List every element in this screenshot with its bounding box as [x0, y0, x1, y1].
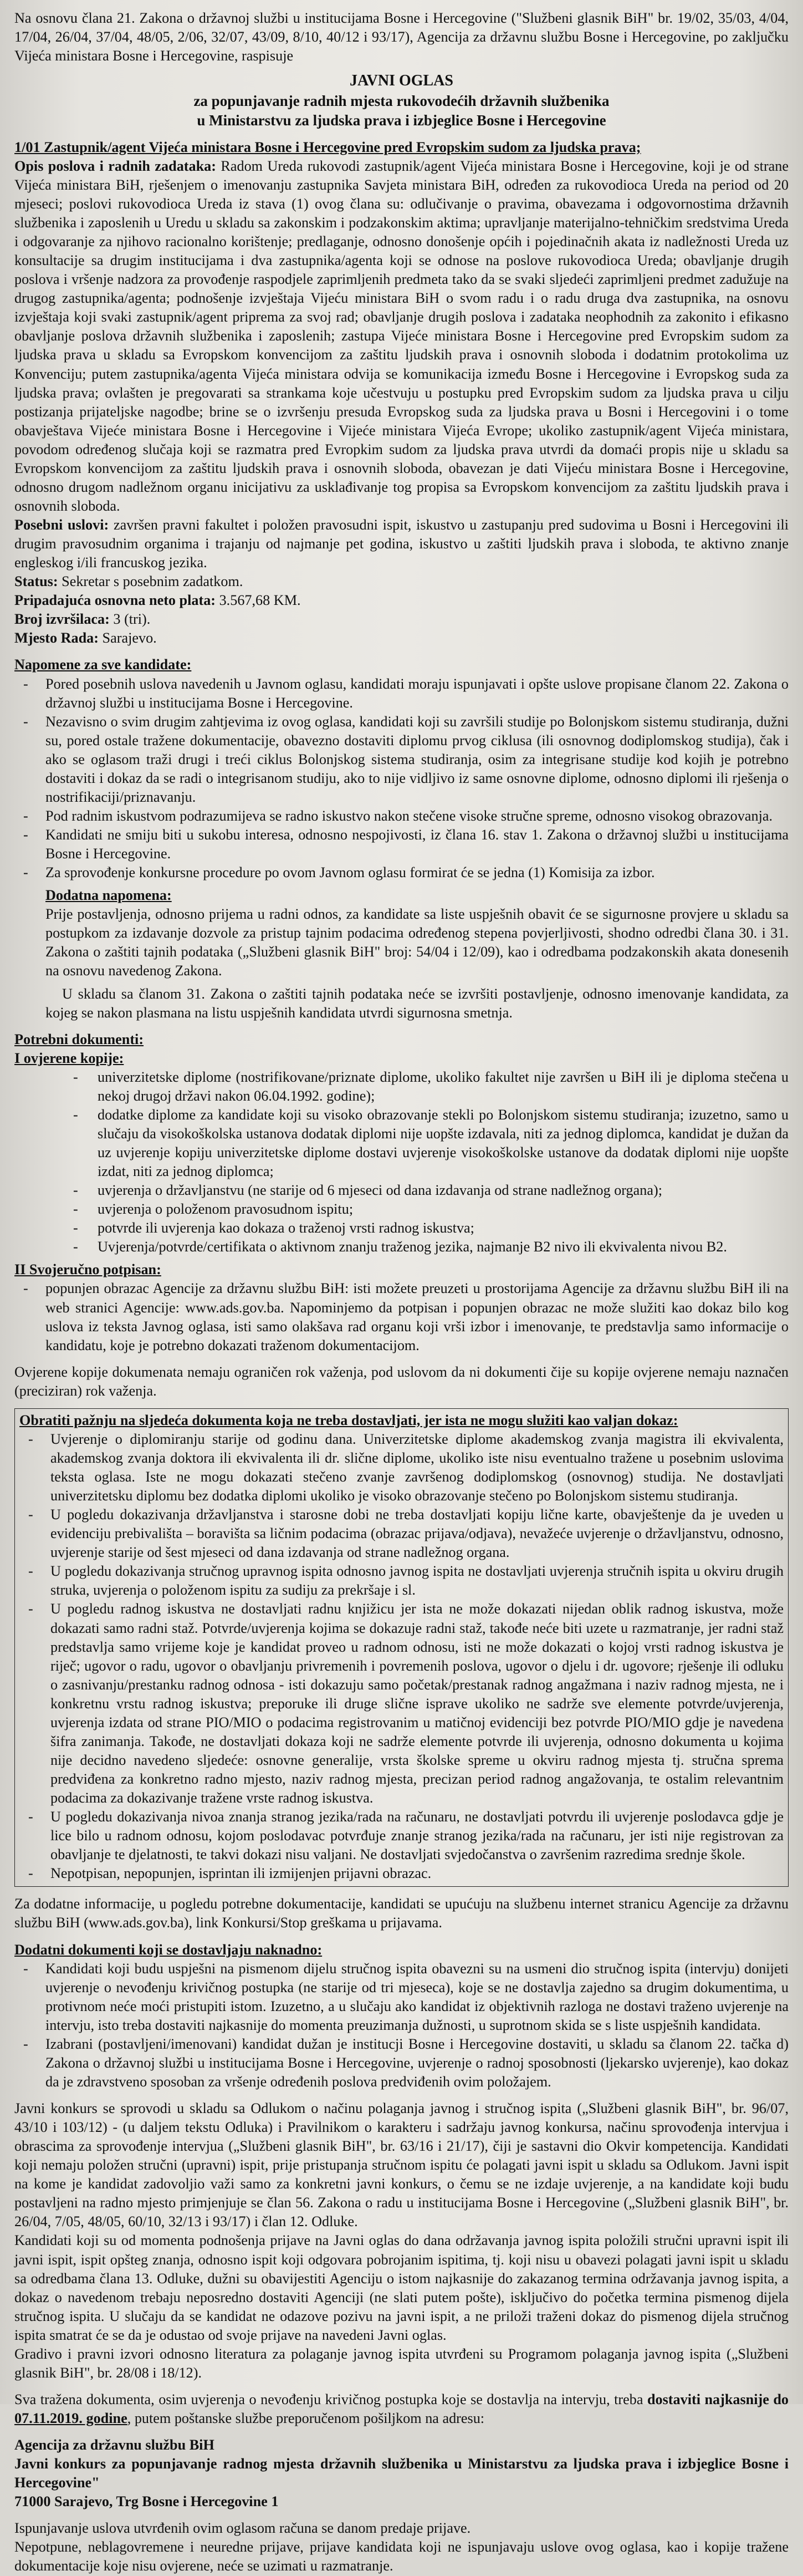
additional-note-p1: Prije postavljenja, odnosno prijema u radni odnos, za kandidate sa liste uspješnih obavit će se sigurnosne provjere u skladu sa postupkom za izdavanje dozvole za pristup tajnim podacima određenog stepena povjerljivosti, shodno odredbi člana 30. i 31. Zakona o zaštiti tajnih podataka („Službeni glasnik BiH" broj: 54/04 i 12/09), kao i odredbama podzakonskih akata donesenih na osnovu navedenog Zakona.	[45, 906, 789, 979]
list-item: - uvjerenja o položenom pravosudnom ispitu;	[98, 1200, 789, 1219]
special-conditions-label: Posebni uslovi:	[14, 517, 109, 533]
signed-form-list	[14, 1279, 789, 1355]
public-exam-p1: Javni konkurs se sprovodi u skladu sa Odlukom o načinu polaganja javnog i stručnog ispita („Službeni glasnik BiH", br. 96/07, 43/10 i 103/12) - (u daljem tekstu Odluka) i Pravilnikom o karakteru i sadržaju javnog konkursa, načinu sprovođenja intervjua i obrascima za sprovođenje intervjua („Službeni glasnik BiH", br. 63/16 i 21/17), čiji je sastavni dio Okvir kompetencija. Kandidati koji nemaju položen stručni (upravni) ispit, prije pristupanja stručnom ispitu će polagati javni ispit u skladu sa Odlukom. Javni ispit na kome je kandidat zadovoljio važi samo za konkretni javni konkurs, o čemu se ne izdaje uvjerenje, a na kandidate koji budu postavljeni na radno mjesto primjenjuje se član 56. Zakona o radu u institucijama Bosne i Hercegovine („Službeni glasnik BiH", br. 26/04, 7/05, 48/05, 60/10, 32/13 i 93/17) i član 12. Odluke.	[14, 2100, 789, 2230]
status-value: Sekretar s posebnim zadatkom.	[62, 573, 243, 590]
intro-paragraph: Na osnovu člana 21. Zakona o državnoj službi u institucijama Bosne i Hercegovine ("Službeni glasnik BiH" br. 19/02, 35/03, 4/04, 17/04, 26/04, 37/04, 48/05, 2/06, 32/07, 43/09, 8/10, 40/12 i 93/17), Agencija za državnu službu Bosne i Hercegovine, po zaključku Vijeća ministara Bosne i Hercegovine, raspisuje	[14, 10, 789, 64]
additional-note-heading: Dodatna napomena:	[45, 887, 172, 904]
list-item: - Nezavisno o svim drugim zahtjevima iz ovog oglasa, kandidati koji su završili studije po Bolonjskom sistemu studiranja, dužni su, pored ostale tražene dokumentacije, obavezno dostaviti diplomu prvog ciklusa (ili osnovnog dodiplomskog studija), čak i ako se oglasom traži drugi i treći ciklus Bolonjskog sistema studiranja, osim za integrisane studije kod kojih je potrebno dostaviti i dokaz da se radi o integrisanom studiju, ako to nije vidljivo iz same osnovne diplome, odnosno diplomi ili rješenja o nostrifikaciji/priznavanju.	[45, 712, 789, 807]
salary-value: 3.567,68 KM.	[219, 592, 301, 609]
additional-info: Za dodatne informacije, u pogledu potrebne dokumentacije, kandidati se upućuju na službenu internet stranicu Agencije za državnu službu BiH (www.ads.gov.ba), link Konkursi/Stop greškama u prijavama.	[14, 1896, 789, 1931]
job-description-text: Radom Ureda rukovodi zastupnik/agent Vijeća ministara Bosne i Hercegovine, koji je od strane Vijeća ministara BiH, rješenjem o imenovanju zastupnika Savjeta ministara BiH, određen za rukovodioca Ureda na period od 20 mjeseci; poslovi rukovodioca Ureda iz stava (1) ovog člana su: odlučivanje o pravima, obavezama i odgovornostima državnih službenika i zaposlenih u Uredu u skladu sa zakonskim i podzakonskim aktima; upravljanje materijalno-tehničkim sredstvima Ureda i odgovaranje za njihovo racionalno korištenje; predlaganje, odnosno donošenje općih i pojedinačnih akata iz nadležnosti Ureda uz konsultacije sa drugim institucijama i dva zastupnika/agenta koji se odnose na poslove rukovodioca Ureda; obavljanje drugih poslova i vršenje nadzora za provođenje raspodjele zaprimljenih predmeta tako da se svaki sljedeći zaprimljeni predmet zadužuje na drugog zastupnika/agenta; podnošenje izvještaja Vijeću ministara BiH o svom radu i o radu druga dva zastupnika, na osnovu izvještaja koji svaki zastupnik/agent priprema za svoj rad; obavljanje drugih poslova i zadataka neophodnih za zakonito i efikasno obavljanje poslova državnih službenika i zaposlenih; zastupa Vijeće ministara Bosne i Hercegovine pred Evropskim sudom za ljudska prava u skladu sa Evropskom konvencijom za zaštitu ljudskih prava i osnovnih sloboda i dodatnim protokolima uz Konvenciju; putem zastupnika/agenta Vijeća ministara odvija se komunikacija između Bosne i Hercegovine i Evropskog suda za ljudska prava; ovlašten je pregovarati sa strankama koje učestvuju u postupku pred Evropskim sudom za ljudska prava u cilju postizanja prijateljske nagodbe; brine se o izvršenju presuda Evropskog suda za ljudska prava u Bosni i Hercegovini i o tome obavještava Vijeće ministara Bosne i Hercegovine i Vijeće ministara Vijeća Evrope; ukoliko zastupnik/agent Vijeća ministara, povodom određenog slučaja koji se razmatra pred Evropkim sudom za ljudska prava utvrdi da domaći propis nije u skladu sa Evropskom konvencijom za zaštitu ljudskih prava i osnovnih sloboda, obavezan je dati Vijeću ministara Bosne i Hercegovine, odnosno drugom nadležnom organu inicijativu za usklađivanje tog propisa sa Evropskom konvencijom za zaštitu ljudskih prava i osnovnih sloboda.	[14, 157, 789, 514]
list-item: - potvrde ili uvjerenja kao dokaza o traženoj vrsti radnog iskustva;	[98, 1219, 789, 1238]
place-value: Sarajevo.	[102, 630, 157, 646]
certified-copies-note: Ovjerene kopije dokumenata nemaju ograničen rok važenja, pod uslovom da ni dokumenti čije su kopije ovjerene nemaju naznačen (preciziran) rok važenja.	[14, 1363, 789, 1399]
salary-line	[14, 591, 789, 610]
address-line-3: 71000 Sarajevo, Trg Bosne i Hercegovine 1	[14, 2493, 279, 2510]
list-item: - Pod radnim iskustvom podrazumijeva se radno iskustvo nakon stečene visoke stručne spreme, odnosno visokog obrazovanja.	[45, 807, 789, 826]
count-label: Broj izvršilaca:	[14, 611, 110, 628]
deadline-pre: Sva tražena dokumenta, osim uvjerenja o nevođenju krivičnog postupka koje se dostavlja na intervju, treba	[14, 2391, 643, 2407]
final-note-1: Ispunjavanje uslova utvrđenih ovim oglasom računa se danom predaje prijave.	[14, 2520, 471, 2537]
list-item: - univerzitetske diplome (nostrifikovane/priznate diplome, ukoliko fakultet nije završen u BiH ili je diploma stečena u nekoj drugoj državi nakon 06.04.1992. godine);	[98, 1068, 789, 1106]
notes-heading: Napomene za sve kandidate:	[14, 656, 192, 673]
list-item: - Izabrani (postavljeni/imenovani) kandidat dužan je institucji Bosne i Hercegovine dostaviti, u skladu sa članom 22. tačka d) Zakona o državnoj službi u institucijama Bosne i Hercegovine, uvjerenje o radnoj sposobnosti (ljekarsko uvjerenje), kao dokaz da je zdravstveno sposoban za vršenje određenih poslova predviđenih ovim položajem.	[45, 2035, 789, 2091]
additional-note-p2: U skladu sa članom 31. Zakona o zaštiti tajnih podataka neće se izvršiti postavljenje, odnosno imenovanje kandidata, za kojeg se nakon plasmana na listu uspješnih kandidata utvrdi sigurnosna smetnja.	[45, 985, 789, 1021]
invalid-documents-heading: Obratiti pažnju na sljedeća dokumenta koja ne treba dostavljati, jer ista ne mogu služiti kao valjan dokaz:	[19, 1412, 678, 1428]
list-item: - uvjerenja o državljanstvu (ne starije od 6 mjeseci od dana izdavanja od strane nadležnog organa);	[98, 1181, 789, 1200]
notes-list	[14, 675, 789, 883]
count-line	[14, 610, 789, 629]
exam-literature: Gradivo i pravni izvori odnosno literatura za polaganje javnog ispita utvrđeni su Programom polaganja javnog ispita („Službeni glasnik BiH", br. 28/08 i 18/12).	[14, 2345, 789, 2381]
list-item: - U pogledu radnog iskustva ne dostavljati radnu knjižicu jer ista ne može dokazati nijedan oblik radnog iskustva, može dokazati samo radni staž. Potvrde/uvjerenja kojima se dokazuje radni staž, takođe neće biti uzete u razmatranje, jer radni staž predstavlja samo vrijeme koje je kandidat proveo u radnom odnosu, isti ne može dokazati o kojoj vrsti radnog iskustva je riječ; ugovor o radu, ugovor o obavljanju privremenih i povremenih poslova, ugovor o djelu i dr. ugovore; rješenje ili odluku o zasnivanju/prestanku radnog odnosa - isti dokazuju samo početak/prestanak radnog angažmana i naziv radnog mjesta, ne i konkretnu vrstu radnog iskustva; preporuke ili druge slične isprave ukoliko ne sadrže sve elemente potvrde/uvjerenja, uvjerenja izdata od strane PIO/MIO o podacima registrovanim u matičnoj evidenciji bez potvrde PIO/MIO gdje je navedena šifra zanimanja. Takođe, ne dostavljati dokaza koji ne sadrže elemente potvrde ili uvjerenja, odnosno dokumenta u kojima nije decidno navedeno sljedeće: osnovne generalije, vrsta školske spreme u okviru radnog mjesta tj. stručna sprema predviđena za konkretno radno mjesto, naziv radnog mjesta, precizan period radnog angažovanja, te ostalim relevantnim podacima za dokazivanje tražene vrste radnog iskustva.	[50, 1600, 784, 1808]
list-item: - dodatke diplome za kandidate koji su visoko obrazovanje stekli po Bolonjskom sistemu studiranja; izuzetno, samo u slučaju da visokoškolska ustanova dodatak diplomi nije uopšte izdavala, niti za jednog diplomca, kandidat je dužan da uz uvjerenje kopiju univerzitetske diplome dostavi uvjerenje visokoškolske ustanove da dodatak diplomi nije uopšte izdat, niti za jednog diplomca;	[98, 1106, 789, 1181]
documents-heading: Potrebni dokumenti:	[14, 1031, 144, 1047]
address-line-2: Javni konkurs za popunjavanje radnog mjesta državnih službenika u Ministarstvu za ljudska prava i izbjeglice Bosne i Hercegovine"	[14, 2456, 789, 2491]
later-documents-heading: Dodatni dokumenti koji se dostavljaju naknadno:	[14, 1941, 323, 1958]
list-item: - Kandidati ne smiju biti u sukobu interesa, odnosno nespojivosti, iz člana 16. stav 1. Zakona o državnoj službi u institucijama Bosne i Hercegovine.	[45, 826, 789, 863]
invalid-documents-box	[14, 1408, 789, 1887]
list-item: - U pogledu dokazivanja državljanstva i starosne dobi ne treba dostavljati kopiju lične karte, obavještenje da je uveden u evidenciju prebivališta – boravišta sa ličnim podacima (obrazac prijava/odjava), nevažeće uvjerenje o državljanstvu, odnosno, uvjerenje starije od šest mjeseci od dana izdavanja od strane nadležnog organa.	[50, 1505, 784, 1562]
special-conditions-text: završen pravni fakultet i položen pravosudni ispit, iskustvo u zastupanju pred sudovima u Bosni i Hercegovini ili drugim pravosudnim organima i trajanju od najmanje pet godina, iskustvo u zaštiti ljudskih prava i sloboda, te aktivno znanje engleskog i/ili francuskog jezika.	[14, 517, 789, 571]
status-line	[14, 572, 789, 591]
announcement-title: JAVNI OGLAS	[350, 72, 453, 90]
certified-copies-heading: I ovjerene kopije:	[14, 1050, 124, 1066]
place-label: Mjesto Rada:	[14, 630, 99, 646]
public-exam-p2: Kandidati koji su od momenta podnošenja prijave na Javni oglas do dana održavanja javnog ispita položili stručni upravni ispit ili javni ispit, ispit opšteg znanja, odnosno ispit koji odgovara pobrojanim ispitima, tj. koji nisu u obavezi polagati javni ispit u skladu sa odredbama člana 13. Odluke, dužni su obavijestiti Agenciju o istom najkasnije do zakazanog termina održavanja javnog ispita, a dokaz o navedenom trebaju neposredno dostaviti Agenciji (ne slati putem pošte), isključivo do početka termina pismenog dijela stručnog ispita. U slučaju da se kandidat ne odazove pozivu na javni ispit, a ne priloži traženi dokaz do pismenog dijela stručnog ispita smatrat će se da je odustao od svoje prijave na navedeni Javni oglas.	[14, 2232, 789, 2343]
salary-label: Pripadajuća osnovna neto plata:	[14, 592, 216, 609]
deadline-date: 07.11.2019. godine	[14, 2410, 127, 2427]
invalid-documents-list	[19, 1430, 784, 1883]
list-item: - U pogledu dokazivanja nivoa znanja stranog jezika/rada na računaru, ne dostavljati potvrdu ili uvjerenje poslodavca gdje je lice bilo u radnom odnosu, kojom poslodavac potvrđuje znanje stranog jezika/rada na računaru, jer isti nije registrovan za obavljanje te djelatnosti, te takvi dokazi nisu valjani. Ne dostavljati svjedočanstva o završenim razredima srednje škole.	[50, 1808, 784, 1864]
list-item: - Uvjerenje o diplomiranju starije od godinu dana. Univerzitetske diplome akademskog zvanja magistra ili ekvivalenta, akademskog zvanja doktora ili ekvivalenta ili dr. slične diplome, ukoliko iste nisu eventualno tražene u posebnim uslovima teksta oglasa. Iste ne mogu dokazati stečeno zvanje završenog dodiplomskog (osnovnog) studija. Ne dostavljati univerzitetsku diplomu bez dodatka diplomi ukoliko je visoko obrazovanje stečeno po Bolonjskom sistemu studiranja.	[50, 1430, 784, 1505]
list-item: - Nepotpisan, nepopunjen, isprintan ili izmijenjen prijavni obrazac.	[50, 1864, 784, 1883]
count-value: 3 (tri).	[113, 611, 151, 628]
position-title: 1/01 Zastupnik/agent Vijeća ministara Bosne i Hercegovine pred Evropskim sudom za ljudska prava;	[14, 139, 641, 155]
list-item: - Pored posebnih uslova navedenih u Javnom oglasu, kandidati moraju ispunjavati i opšte uslove propisane članom 22. Zakona o državnoj službi u institucijama Bosne i Hercegovine.	[45, 675, 789, 712]
deadline-post: , putem poštanske službe preporučenom pošiljkom na adresu:	[127, 2410, 485, 2427]
list-item: - Za sprovođenje konkursne procedure po ovom Javnom oglasu formirat će se jedna (1) Komisija za izbor.	[45, 863, 789, 882]
address-line-1: Agencija za državnu službu BiH	[14, 2437, 214, 2453]
announcement-subtitle-2: u Ministarstvu za ljudska prava i izbjeglice Bosne i Hercegovine	[197, 111, 606, 129]
list-item: - popunjen obrazac Agencije za državnu službu BiH: isti možete preuzeti u prostorijama Agencije za državnu službu BiH ili na web stranici Agencije: www.ads.gov.ba. Napominjemo da potpisan i popunjen obrazac ne može služiti kao dokaz bilo kog uslova iz teksta Javnog oglasa, isti samo olakšava rad organu koji vrši izbor i imenovanje, te predstavlja samo informacije o kandidatu, koje je potrebno dokazati traženom dokumentacijom.	[45, 1279, 789, 1355]
special-conditions	[14, 516, 789, 572]
place-line	[14, 629, 789, 648]
certified-copies-list	[14, 1068, 789, 1257]
status-label: Status:	[14, 573, 58, 590]
job-description	[14, 157, 789, 516]
list-item: - Uvjerenja/potvrde/certifikata o aktivnom znanju traženog jezika, najmanje B2 nivo ili ekvivalenta nivou B2.	[98, 1238, 789, 1256]
list-item: - U pogledu dokazivanja stručnog upravnog ispita odnosno javnog ispita ne dostavljati uvjerenja stručnih ispita u okviru drugih struka, uvjerenja o položenom ispitu za sudiju za prekršaje i sl.	[50, 1562, 784, 1600]
announcement-subtitle-1: za popunjavanje radnih mjesta rukovodećih državnih službenika	[193, 92, 610, 109]
later-documents-list	[14, 1959, 789, 2091]
job-description-label: Opis poslova i radnih zadataka:	[14, 157, 216, 174]
list-item: - Kandidati koji budu uspješni na pismenom dijelu stručnog ispita obavezni su na usmeni dio stručnog ispita (intervju) donijeti uvjerenje o nevođenju krivičnog postupka (ne starije od tri mjeseca), koje se ne dostavlja zajedno sa drugim dokumentima, u protivnom neće moći pristupiti istom. Izuzetno, a u slučaju ako kandidat iz objektivnih razloga ne dostavi traženo uvjerenje na intervju, isto treba dostaviti najkasnije do momenta preuzimanja dužnosti, u suprotnom skida se s liste uspješnih kandidata.	[45, 1959, 789, 2035]
deadline-paragraph	[14, 2390, 789, 2428]
final-note-2: Nepotpune, neblagovremene i neuredne prijave, prijave kandidata koji ne ispunjavaju uslove ovog oglasa, kao i kopije tražene dokumentacije koje nisu ovjerene, neće se uzimati u razmatranje.	[14, 2539, 789, 2574]
deadline-bold: dostaviti najkasnije do	[647, 2391, 789, 2407]
additional-note	[14, 886, 789, 1022]
signed-form-heading: II Svojeručno potpisan:	[14, 1261, 161, 1278]
